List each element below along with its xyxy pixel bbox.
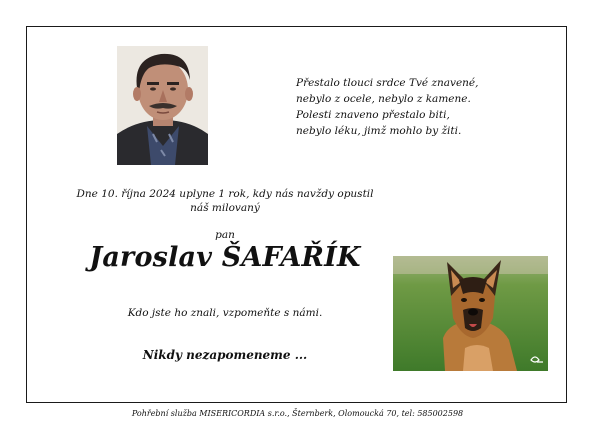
intro-line: náš milovaný xyxy=(190,202,260,214)
honorific: pan xyxy=(215,229,235,241)
never-forget-text: Nikdy nezapomeneme ... xyxy=(142,348,308,362)
portrait-photo xyxy=(117,46,208,165)
dog-photo xyxy=(393,256,548,371)
footer-text: Pohřební služba MISERICORDIA s.r.o., Šternberk, Olomoucká 70, tel: 585002598 xyxy=(131,409,464,418)
poem xyxy=(296,75,556,139)
poem-line: nebylo léku, jimž mohlo by žiti. xyxy=(296,125,462,137)
poem-line: Přestalo tlouci srdce Tvé znavené, xyxy=(296,77,479,89)
remember-text: Kdo jste ho znali, vzpomeňte s námi. xyxy=(127,307,323,319)
deceased-name: Jaroslav ŠAFAŘÍK xyxy=(89,242,361,273)
intro-text xyxy=(40,187,410,215)
poem-line: Polesti znaveno přestalo biti, xyxy=(296,109,450,121)
intro-line: Dne 10. října 2024 uplyne 1 rok, kdy nás navždy opustil xyxy=(76,188,374,200)
poem-line: nebylo z ocele, nebylo z kamene. xyxy=(296,93,471,105)
